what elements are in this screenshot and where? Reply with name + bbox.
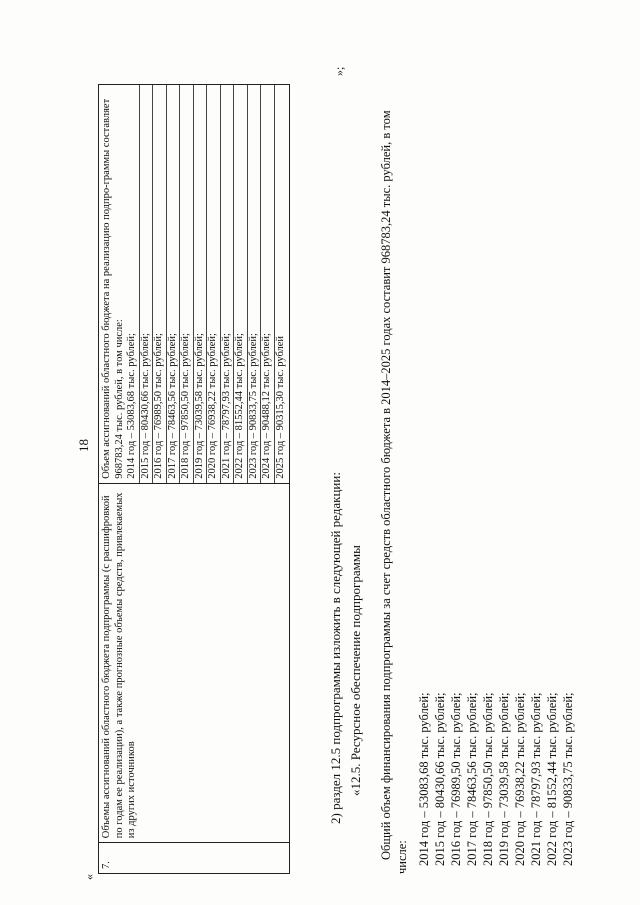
- table-year-row: 2017 год – 78463,56 тыс. рублей;: [166, 85, 180, 483]
- year-list-item: 2019 год – 73039,58 тыс. рублей;: [497, 692, 511, 866]
- table-year-row: 2016 год – 76989,50 тыс. рублей;: [152, 85, 166, 483]
- year-list-item: 2021 год – 78797,93 тыс. рублей;: [529, 692, 543, 866]
- opening-quote: «: [82, 874, 96, 880]
- total-text: Общий объем финансирования подпрограммы за счет средств областного бюджета в 2014–2025 годах составит 968783,24 тыс. рублей, в том числе:: [379, 110, 409, 874]
- total-paragraph: [378, 74, 410, 874]
- table-year-list: [126, 89, 287, 479]
- closing-quote: »;: [332, 66, 346, 76]
- year-list-item: 2018 год – 97850,50 тыс. рублей;: [481, 692, 495, 866]
- table-year-row: 2025 год – 90315,30 тыс. рублей: [274, 85, 288, 483]
- year-list-item: 2023 год – 90833,75 тыс. рублей;: [561, 692, 575, 866]
- year-list-item: 2014 год – 53083,68 тыс. рублей;: [417, 692, 431, 866]
- year-list-item: 2020 год – 76938,22 тыс. рублей;: [513, 692, 527, 866]
- table-year-row: 2014 год – 53083,68 тыс. рублей;: [126, 333, 137, 479]
- row-body: [99, 85, 290, 484]
- year-list-item: 2016 год – 76989,50 тыс. рублей;: [449, 692, 463, 866]
- section-change-instruction: 2) раздел 12.5 подпрограммы изложить в следующей редакции:: [328, 472, 343, 824]
- table-year-row: 2022 год – 81552,44 тыс. рублей;: [233, 85, 247, 483]
- table-year-row: 2015 год – 80430,66 тыс. рублей;: [139, 85, 153, 483]
- row-title: Объемы ассигнований областного бюджета подпрограммы (с расшифровкой по годам ее реализации), а также прогнозные объемы средств, привлекаемых из других источников: [99, 483, 290, 842]
- table-row: [99, 85, 290, 874]
- year-list-item: 2015 год – 80430,66 тыс. рублей;: [433, 692, 447, 866]
- section-heading: «12.5. Ресурсное обеспечение подпрограммы: [348, 545, 363, 796]
- year-list-item: 2017 год – 78463,56 тыс. рублей;: [465, 692, 479, 866]
- table-year-row: 2021 год – 78797,93 тыс. рублей;: [220, 85, 234, 483]
- year-list: [416, 692, 576, 866]
- table-year-row: 2019 год – 73039,58 тыс. рублей;: [193, 85, 207, 483]
- table-year-row: 2020 год – 76938,22 тыс. рублей;: [206, 85, 220, 483]
- body-intro: Объем ассигнований областного бюджета на реализацию подпро-граммы составляет 968783,24 тыс. рублей, в том числе:: [101, 98, 125, 479]
- rotated-content: [82, 50, 640, 880]
- row-number: 7.: [99, 843, 290, 874]
- table-year-row: 2018 год – 97850,50 тыс. рублей;: [179, 85, 193, 483]
- subprogram-table: [98, 84, 290, 874]
- year-list-item: 2022 год – 81552,44 тыс. рублей;: [545, 692, 559, 866]
- page-number: 18: [76, 439, 91, 452]
- table-year-row: 2024 год – 90488,12 тыс. рублей;: [260, 85, 274, 483]
- table-year-row: 2023 год – 90833,75 тыс. рублей;: [247, 85, 261, 483]
